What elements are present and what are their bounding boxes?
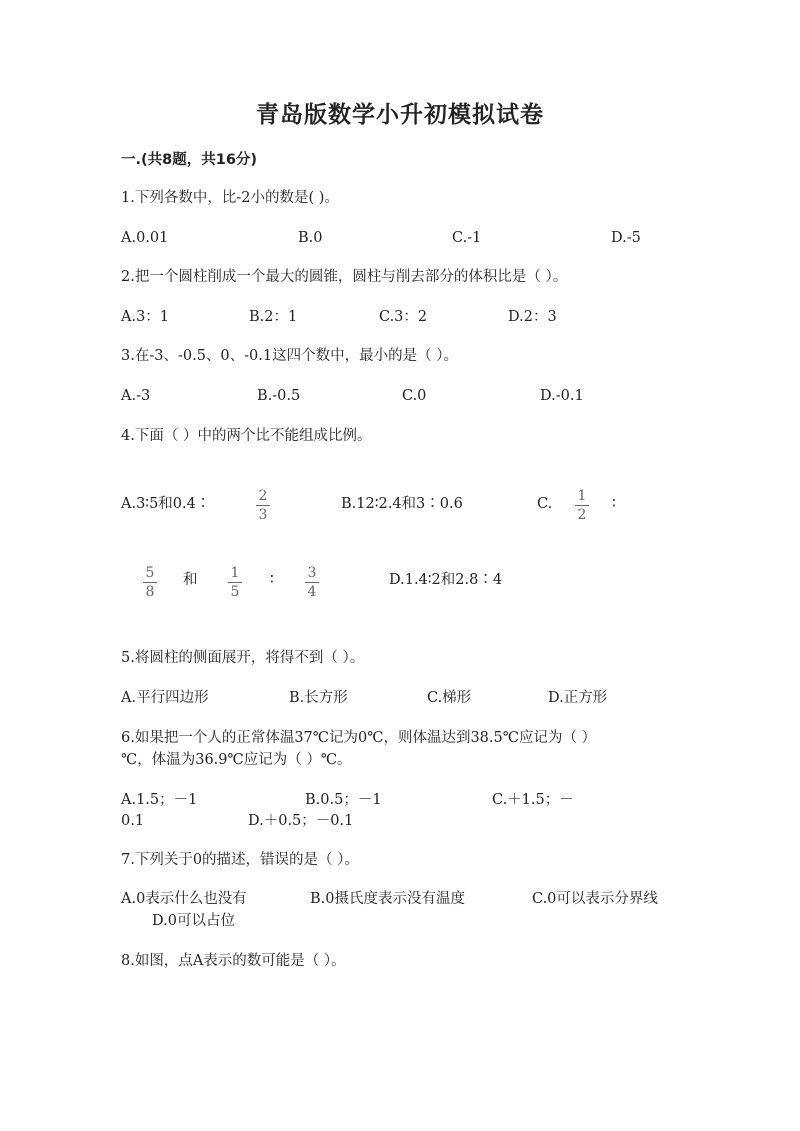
- q1-option-d: D.-5: [611, 230, 641, 246]
- fraction-bar: [228, 582, 242, 583]
- fraction-denominator: 2: [577, 507, 587, 523]
- q2-option-d: D.2：3: [508, 309, 557, 325]
- q6-option-a: A.1.5；－1: [121, 792, 198, 808]
- q3-stem: 3.在-3、-0.5、0、-0.1这四个数中，最小的是（ ）。: [121, 348, 458, 364]
- q4-option-a: A.3∶5和0.4∶: [121, 496, 211, 512]
- q5-option-a: A.平行四边形: [121, 690, 209, 706]
- fraction-bar: [143, 582, 157, 583]
- q1-option-a: A.0.01: [121, 230, 169, 246]
- q6-option-c-continued: 0.1: [121, 813, 145, 829]
- fraction-denominator: 3: [258, 507, 268, 523]
- q2-option-c: C.3：2: [379, 309, 428, 325]
- q6-option-d: D.＋0.5；－0.1: [248, 813, 354, 829]
- q3-option-d: D.-0.1: [540, 388, 584, 404]
- q7-stem: 7.下列关于0的描述，错误的是（ ）。: [121, 852, 359, 868]
- q7-option-c: C.0可以表示分界线: [532, 891, 658, 907]
- q4-option-d: D.1.4∶2和2.8∶4: [389, 572, 503, 588]
- q7-option-d: D.0可以占位: [152, 913, 235, 929]
- q3-option-a: A.-3: [121, 388, 151, 404]
- q3-option-c: C.0: [402, 388, 427, 404]
- q5-option-c: C.梯形: [427, 690, 472, 706]
- q6-stem-line-1: 6.如果把一个人的正常体温37℃记为0℃，则体温达到38.5℃应记为（ ）: [121, 730, 597, 746]
- q6-option-c: C.＋1.5；－: [492, 792, 574, 808]
- q4-option-c-and: 和: [183, 572, 198, 588]
- fraction-bar: [305, 582, 319, 583]
- fraction-bar: [256, 505, 270, 506]
- q7-option-a: A.0表示什么也没有: [121, 891, 247, 907]
- q4-option-b: B.12∶2.4和3∶0.6: [341, 496, 463, 512]
- q6-option-b: B.0.5；－1: [305, 792, 382, 808]
- section-heading: 一.(共8题，共16分): [121, 152, 258, 168]
- q8-stem: 8.如图，点A表示的数可能是（ ）。: [121, 953, 346, 969]
- q1-option-c: C.-1: [452, 230, 482, 246]
- q2-option-b: B.2：1: [249, 309, 298, 325]
- q3-option-b: B.-0.5: [257, 388, 301, 404]
- fraction-numerator: 5: [145, 565, 155, 581]
- q4-option-c: C.: [537, 496, 553, 512]
- q5-option-b: B.长方形: [289, 690, 348, 706]
- fraction-denominator: 4: [307, 584, 317, 600]
- q4-stem: 4.下面（ ）中的两个比不能组成比例。: [121, 428, 372, 444]
- fraction-numerator: 1: [577, 488, 587, 504]
- q2-stem: 2.把一个圆柱削成一个最大的圆锥，圆柱与削去部分的体积比是（ ）。: [121, 269, 568, 285]
- q1-option-b: B.0: [298, 230, 323, 246]
- q7-option-b: B.0摄氏度表示没有温度: [310, 891, 465, 907]
- q4-option-c-fraction-4: [305, 565, 319, 600]
- fraction-numerator: 3: [307, 565, 317, 581]
- q6-stem-line-2: ℃，体温为36.9℃应记为（ ）℃。: [121, 752, 352, 768]
- q4-option-c-fraction-1: [575, 488, 589, 523]
- q4-option-c-colon-2: ∶: [270, 572, 274, 588]
- fraction-numerator: 1: [230, 565, 240, 581]
- q4-option-c-fraction-3: [228, 565, 242, 600]
- q1-stem: 1.下列各数中，比-2小的数是( )。: [121, 190, 339, 206]
- page-title: 青岛版数学小升初模拟试卷: [256, 102, 544, 128]
- q4-option-c-fraction-2: [143, 565, 157, 600]
- q4-option-c-colon-1: ∶: [612, 496, 616, 512]
- fraction-denominator: 5: [230, 584, 240, 600]
- fraction-numerator: 2: [258, 488, 268, 504]
- q5-option-d: D.正方形: [548, 690, 608, 706]
- fraction-denominator: 8: [145, 584, 155, 600]
- q4-option-a-fraction: [256, 488, 270, 523]
- q2-option-a: A.3：1: [121, 309, 170, 325]
- fraction-bar: [575, 505, 589, 506]
- q5-stem: 5.将圆柱的侧面展开，将得不到（ ）。: [121, 650, 365, 666]
